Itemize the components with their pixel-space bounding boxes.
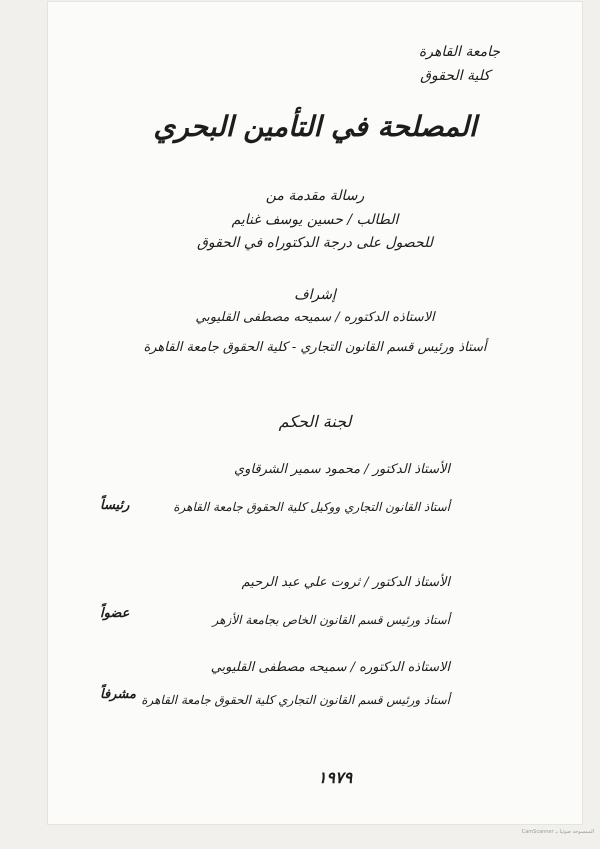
faculty-name: كلية الحقوق (420, 68, 490, 84)
committee-member-affiliation: أستاذ ورئيس قسم القانون التجاري كلية الحقوق جامعة القاهرة (141, 693, 450, 707)
submission-intro: رسالة مقدمة من (265, 188, 365, 204)
committee-member-name: الاستاذه الدكتوره / سميحه مصطفى القليوبي (210, 660, 450, 675)
committee-member-affiliation: أستاذ القانون التجاري ووكيل كلية الحقوق جامعة القاهرة (173, 500, 450, 514)
university-name: جامعة القاهرة (418, 44, 500, 60)
committee-member-role: رئيساً (100, 498, 130, 513)
committee-member-affiliation: أستاذ ورئيس قسم القانون الخاص بجامعة الأزهر (212, 613, 450, 627)
committee-member-name: الأستاذ الدكتور / ثروت علي عبد الرحيم (241, 575, 450, 590)
supervision-heading: إشراف (294, 287, 336, 303)
committee-heading: لجنة الحكم (278, 412, 352, 431)
degree-purpose: للحصول على درجة الدكتوراه في الحقوق (197, 235, 433, 251)
committee-member-role: عضواً (100, 606, 130, 621)
committee-member-name: الأستاذ الدكتور / محمود سمير الشرقاوي (234, 462, 450, 477)
scanner-watermark: CamScanner الممسوحة ضوئيا بـ (521, 829, 594, 835)
supervisor-name: الاستاذه الدكتوره / سميحه مصطفى القليوبي (195, 310, 435, 325)
thesis-title: المصلحة في التأمين البحري (153, 110, 477, 143)
supervisor-position: أستاذ ورئيس قسم القانون التجاري - كلية الحقوق جامعة القاهرة (143, 340, 487, 355)
committee-member-role: مشرفاً (100, 687, 136, 702)
student-name: الطالب / حسين يوسف غنايم (231, 212, 399, 228)
document-page (48, 2, 582, 824)
year: ١٩٧٩ (317, 768, 353, 787)
